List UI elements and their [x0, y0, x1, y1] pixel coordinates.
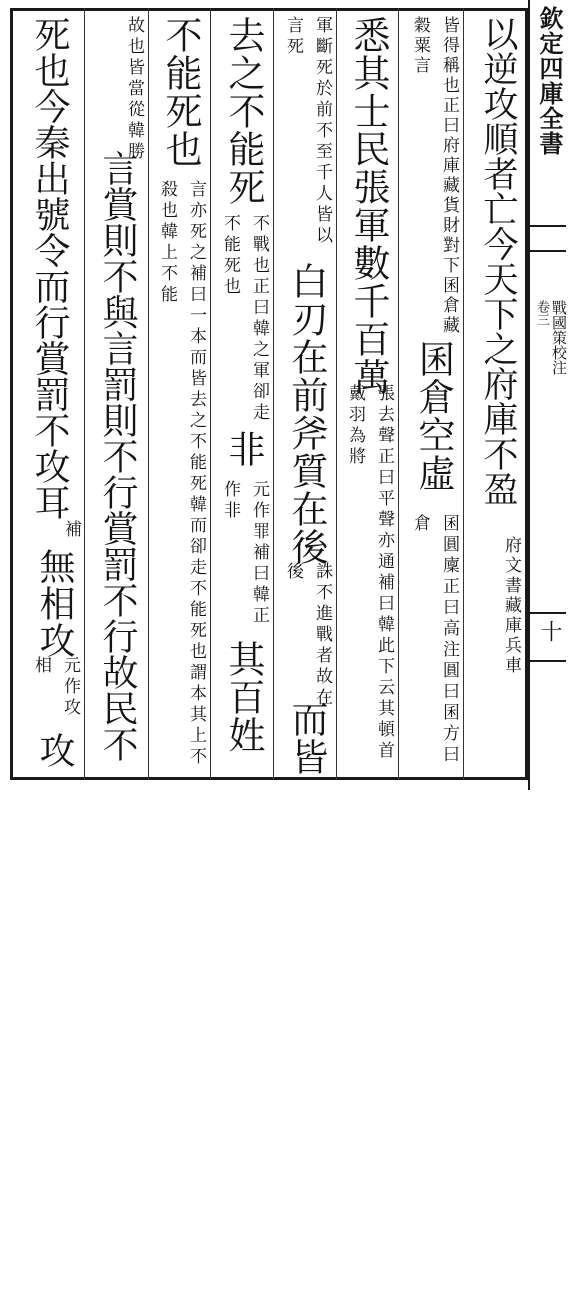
main-text: 非	[222, 430, 265, 468]
column-rule	[84, 8, 85, 780]
note-text: 元作罪補曰韓正作非	[220, 480, 269, 627]
banner-divider	[528, 225, 566, 227]
main-text-block	[14, 548, 84, 664]
annotation-note	[14, 520, 84, 546]
banner-page-number: 十	[537, 620, 562, 642]
text-column-5	[213, 16, 273, 226]
main-text: 攻	[34, 732, 75, 769]
column-rule	[210, 8, 211, 780]
main-text-block	[87, 150, 148, 780]
note-text: 皆得稱也正曰府庫藏貨財對下囷倉藏穀粟言	[410, 16, 459, 336]
main-text: 而皆	[285, 700, 328, 776]
main-text: 去之不能死	[222, 16, 265, 206]
note-text: 囷圓廩正曰高注圓曰囷方曰倉	[410, 514, 459, 766]
note-text: 誅不進戰者故在後	[283, 562, 332, 709]
banner-divider	[528, 612, 566, 614]
text-column-8	[14, 16, 84, 536]
note-text: 張去聲正曰平聲亦通補曰韓此下云其頓首戴羽為將	[345, 384, 394, 762]
main-text: 死也今秦出號令而行賞罰不攻耳	[29, 16, 70, 520]
note-text: 言亦死之補曰一本而皆去之不能死韓而卻走不能死也謂本其上不殺也韓上不能	[157, 180, 206, 768]
banner-title: 欽定四庫全書	[535, 6, 564, 156]
banner-volume: 卷三	[534, 300, 549, 326]
banner-divider	[528, 250, 566, 252]
annotation-note	[339, 384, 398, 774]
main-text-block	[213, 640, 273, 780]
main-text-block	[276, 262, 336, 582]
column-rule	[148, 8, 149, 780]
main-text: 悉其士民張軍數千百萬	[347, 16, 390, 396]
annotation-note	[213, 480, 273, 640]
annotation-note	[401, 514, 463, 774]
annotation-note	[466, 536, 524, 1296]
note-text: 故也皆當從韓勝	[124, 16, 144, 163]
main-text: 其百姓	[222, 640, 265, 754]
column-rule	[273, 8, 274, 780]
main-text: 無相攻	[34, 548, 75, 659]
annotation-note	[14, 656, 84, 736]
main-text: 言賞則不與言罰則不行賞罰不行故民不	[97, 150, 138, 762]
main-text: 白刃在前斧質在後	[285, 262, 328, 566]
banner-book-line: 戰國策校注	[550, 300, 568, 375]
column-rule	[336, 8, 337, 780]
main-text: 以逆攻順者亡今天下之府庫不盈	[478, 16, 518, 506]
annotation-note	[87, 16, 148, 166]
annotation-note	[403, 16, 463, 346]
main-text-block	[276, 700, 336, 780]
main-text: 不能死也	[159, 16, 202, 168]
note-text: 不戰也正曰韓之軍卻走不能死也	[220, 214, 269, 424]
annotation-note	[213, 214, 273, 444]
column-rule	[398, 8, 399, 780]
main-text: 囷倉空虛	[412, 340, 455, 492]
annotation-note	[151, 180, 210, 776]
banner-divider	[528, 660, 566, 662]
page-banner	[528, 0, 566, 790]
note-text: 府文書藏庫兵車	[501, 536, 521, 676]
column-rule	[463, 8, 464, 780]
main-text-block	[14, 732, 84, 778]
annotation-note	[276, 562, 336, 712]
note-text: 元作攻相	[31, 656, 80, 719]
annotation-note	[276, 16, 336, 251]
note-text: 軍斷死於前不至千人皆以言死	[283, 16, 332, 247]
text-column-3	[339, 16, 398, 396]
text-column-6	[151, 16, 210, 191]
banner-book-title	[531, 300, 567, 470]
note-text: 補	[61, 520, 81, 538]
main-text-block	[213, 430, 273, 480]
